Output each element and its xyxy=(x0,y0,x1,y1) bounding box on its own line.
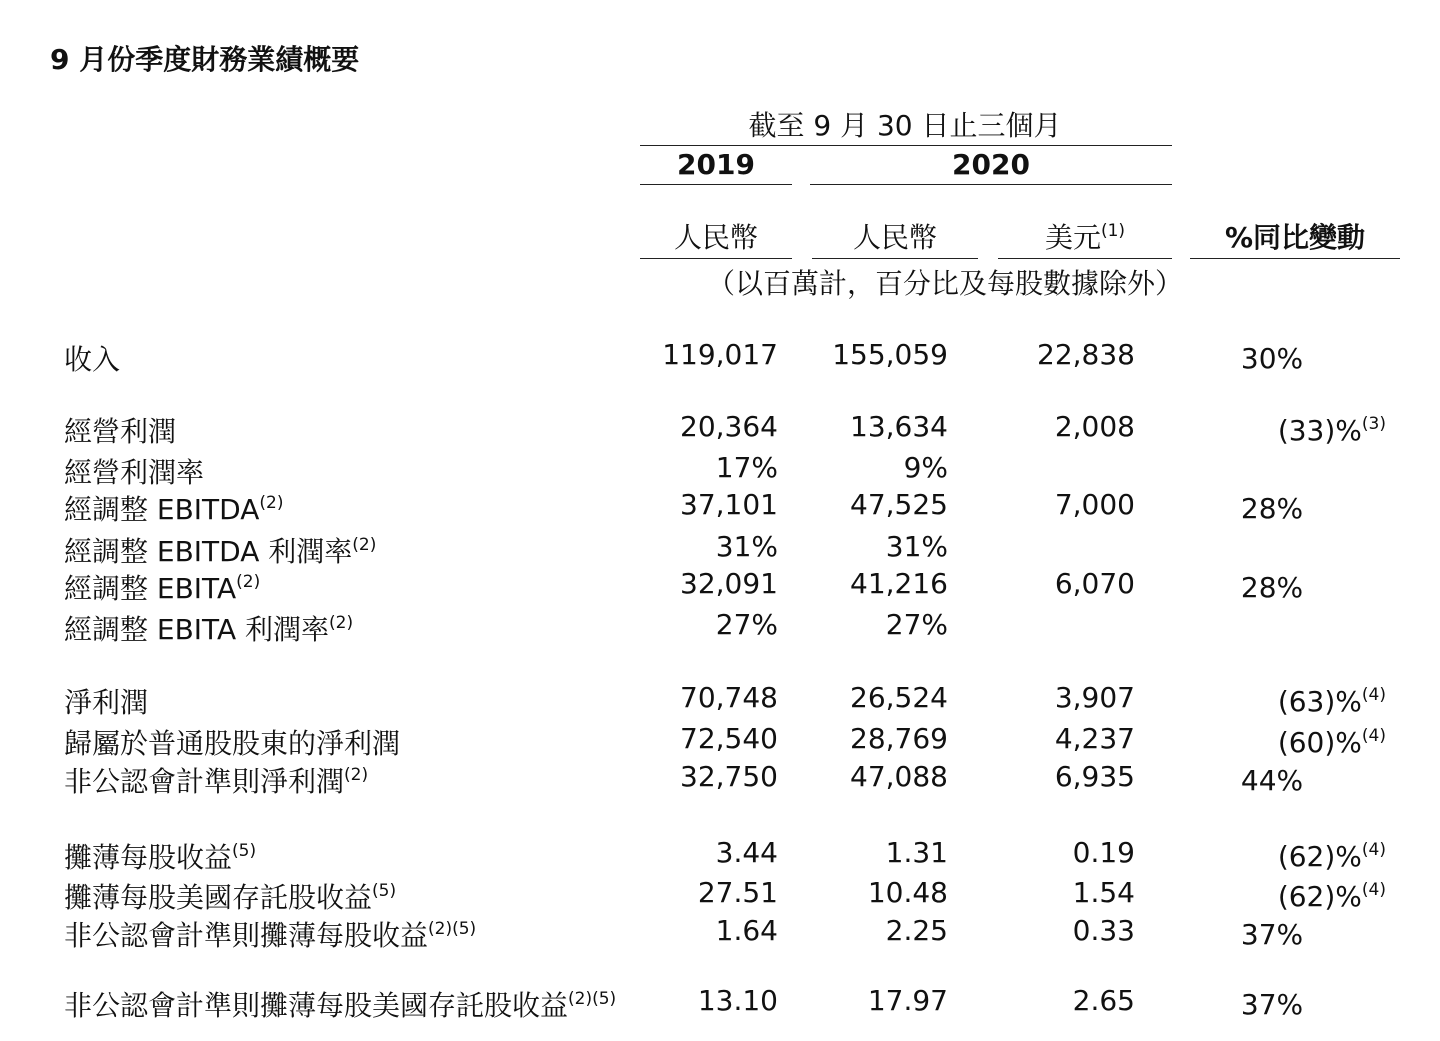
value-yoy-change xyxy=(1160,414,1386,447)
yoy-footnote: (3) xyxy=(1361,414,1386,434)
row-label-footnote: (2) xyxy=(352,535,377,555)
value-yoy-change xyxy=(1160,342,1384,375)
row-label xyxy=(64,760,368,800)
row-label xyxy=(64,876,396,916)
value-2019: 37,101 xyxy=(680,488,778,521)
value-2019: 13.10 xyxy=(697,984,778,1017)
row-label-text: 經調整 EBITDA xyxy=(64,493,260,526)
year-2020: 2020 xyxy=(952,148,1030,181)
page-title: 9 月份季度財務業績概要 xyxy=(50,43,360,76)
value-2020-rmb: 28,769 xyxy=(850,722,948,755)
value-2019: 72,540 xyxy=(680,722,778,755)
value-yoy-change xyxy=(1160,492,1384,525)
row-label-text: 收入 xyxy=(64,343,121,376)
value-2020-rmb: 41,216 xyxy=(850,567,948,600)
value-2020-rmb: 47,525 xyxy=(850,488,948,521)
value-2020-rmb: 17.97 xyxy=(867,984,948,1017)
value-2020-rmb: 31% xyxy=(885,530,948,563)
yoy-footnote: (4) xyxy=(1361,840,1386,860)
row-label-text: 非公認會計準則攤薄每股美國存託股收益 xyxy=(64,989,569,1022)
row-label xyxy=(64,836,256,876)
row-label xyxy=(64,681,148,721)
units-note: （以百萬計，百分比及每股數據除外） xyxy=(706,267,1183,300)
row-label-text: 經調整 EBITDA 利潤率 xyxy=(64,535,353,568)
row-label xyxy=(64,488,283,528)
year-2019: 2019 xyxy=(677,148,755,181)
row-label-text: 經調整 EBITA xyxy=(64,572,237,605)
value-2020-rmb: 155,059 xyxy=(832,338,948,371)
currency-rmb-2019: 人民幣 xyxy=(673,221,758,254)
value-2019: 20,364 xyxy=(680,410,778,443)
row-label xyxy=(64,722,400,762)
yoy-value: 44% xyxy=(1240,764,1304,797)
year-2020-rule xyxy=(810,184,1172,185)
value-2019: 32,750 xyxy=(680,760,778,793)
yoy-footnote: (4) xyxy=(1361,880,1386,900)
value-2020-usd: 0.19 xyxy=(1072,836,1135,869)
value-2019: 70,748 xyxy=(680,681,778,714)
value-2020-usd: 1.54 xyxy=(1072,876,1135,909)
value-2020-rmb: 10.48 xyxy=(867,876,948,909)
row-label xyxy=(64,914,476,954)
row-label-text: 攤薄每股美國存託股收益 xyxy=(64,881,373,914)
row-label-text: 攤薄每股收益 xyxy=(64,841,233,874)
value-2019: 31% xyxy=(715,530,778,563)
currency-usd-label: 美元 xyxy=(1044,221,1101,254)
row-label-footnote: (2) xyxy=(344,765,369,785)
value-2020-usd: 3,907 xyxy=(1054,681,1135,714)
currency-rule-2 xyxy=(812,258,978,259)
row-label-text: 淨利潤 xyxy=(64,686,149,719)
yoy-value: 28% xyxy=(1240,571,1304,604)
yoy-value: (62)% xyxy=(1277,840,1362,873)
yoy-change-header: %同比變動 xyxy=(1224,221,1366,254)
row-label xyxy=(64,410,176,450)
yoy-footnote: (4) xyxy=(1361,685,1386,705)
value-2019: 1.64 xyxy=(715,914,778,947)
year-2019-rule xyxy=(640,184,792,185)
value-yoy-change xyxy=(1160,840,1386,873)
currency-rule-3 xyxy=(998,258,1172,259)
row-label-text: 經調整 EBITA 利潤率 xyxy=(64,613,330,646)
row-label xyxy=(64,530,376,570)
yoy-value: 37% xyxy=(1240,918,1304,951)
currency-usd-footnote: (1) xyxy=(1100,221,1126,241)
row-label-text: 經營利潤率 xyxy=(64,456,205,489)
currency-rmb-2020: 人民幣 xyxy=(852,221,937,254)
currency-rule-1 xyxy=(640,258,792,259)
value-2019: 17% xyxy=(715,451,778,484)
row-label-footnote: (5) xyxy=(372,881,397,901)
value-yoy-change xyxy=(1160,571,1384,604)
yoy-value: 28% xyxy=(1240,492,1304,525)
value-2020-usd: 22,838 xyxy=(1037,338,1135,371)
value-yoy-change xyxy=(1160,988,1384,1021)
row-label xyxy=(64,338,120,378)
value-2020-rmb: 1.31 xyxy=(885,836,948,869)
period-header: 截至 9 月 30 日止三個月 xyxy=(748,109,1062,142)
row-label-text: 歸屬於普通股股東的淨利潤 xyxy=(64,727,401,760)
value-yoy-change xyxy=(1160,685,1386,718)
row-label-footnote: (2) xyxy=(259,493,284,513)
row-label-footnote: (2)(5) xyxy=(428,919,477,939)
value-yoy-change xyxy=(1160,918,1384,951)
value-yoy-change xyxy=(1160,880,1386,913)
value-2020-rmb: 27% xyxy=(885,608,948,641)
value-2020-rmb: 2.25 xyxy=(885,914,948,947)
value-2020-usd: 6,070 xyxy=(1054,567,1135,600)
value-yoy-change xyxy=(1160,764,1384,797)
currency-rule-4 xyxy=(1190,258,1400,259)
row-label xyxy=(64,451,204,491)
value-2019: 32,091 xyxy=(680,567,778,600)
value-2020-usd: 6,935 xyxy=(1054,760,1135,793)
yoy-value: (63)% xyxy=(1277,685,1362,718)
value-2020-rmb: 47,088 xyxy=(850,760,948,793)
row-label xyxy=(64,608,353,648)
row-label xyxy=(64,567,260,607)
yoy-value: (62)% xyxy=(1277,880,1362,913)
row-label-text: 經營利潤 xyxy=(64,415,177,448)
yoy-value: 30% xyxy=(1240,342,1304,375)
value-2020-usd: 4,237 xyxy=(1054,722,1135,755)
row-label-text: 非公認會計準則攤薄每股收益 xyxy=(64,919,429,952)
row-label-footnote: (2) xyxy=(236,572,261,592)
row-label-text: 非公認會計準則淨利潤 xyxy=(64,765,345,798)
row-label-footnote: (2)(5) xyxy=(568,989,617,1009)
yoy-value: (33)% xyxy=(1277,414,1362,447)
yoy-value: 37% xyxy=(1240,988,1304,1021)
value-2020-rmb: 9% xyxy=(903,451,948,484)
yoy-value: (60)% xyxy=(1277,726,1362,759)
value-2020-usd: 2.65 xyxy=(1072,984,1135,1017)
value-2019: 3.44 xyxy=(715,836,778,869)
row-label xyxy=(64,984,616,1024)
currency-usd xyxy=(998,216,1172,256)
value-yoy-change xyxy=(1160,726,1386,759)
value-2019: 27.51 xyxy=(697,876,778,909)
value-2020-usd: 0.33 xyxy=(1072,914,1135,947)
row-label-footnote: (5) xyxy=(232,841,257,861)
value-2020-rmb: 26,524 xyxy=(850,681,948,714)
value-2019: 119,017 xyxy=(662,338,778,371)
value-2020-usd: 2,008 xyxy=(1054,410,1135,443)
value-2020-rmb: 13,634 xyxy=(850,410,948,443)
yoy-footnote: (4) xyxy=(1361,726,1386,746)
value-2019: 27% xyxy=(715,608,778,641)
row-label-footnote: (2) xyxy=(329,613,354,633)
value-2020-usd: 7,000 xyxy=(1054,488,1135,521)
period-rule xyxy=(640,145,1172,146)
